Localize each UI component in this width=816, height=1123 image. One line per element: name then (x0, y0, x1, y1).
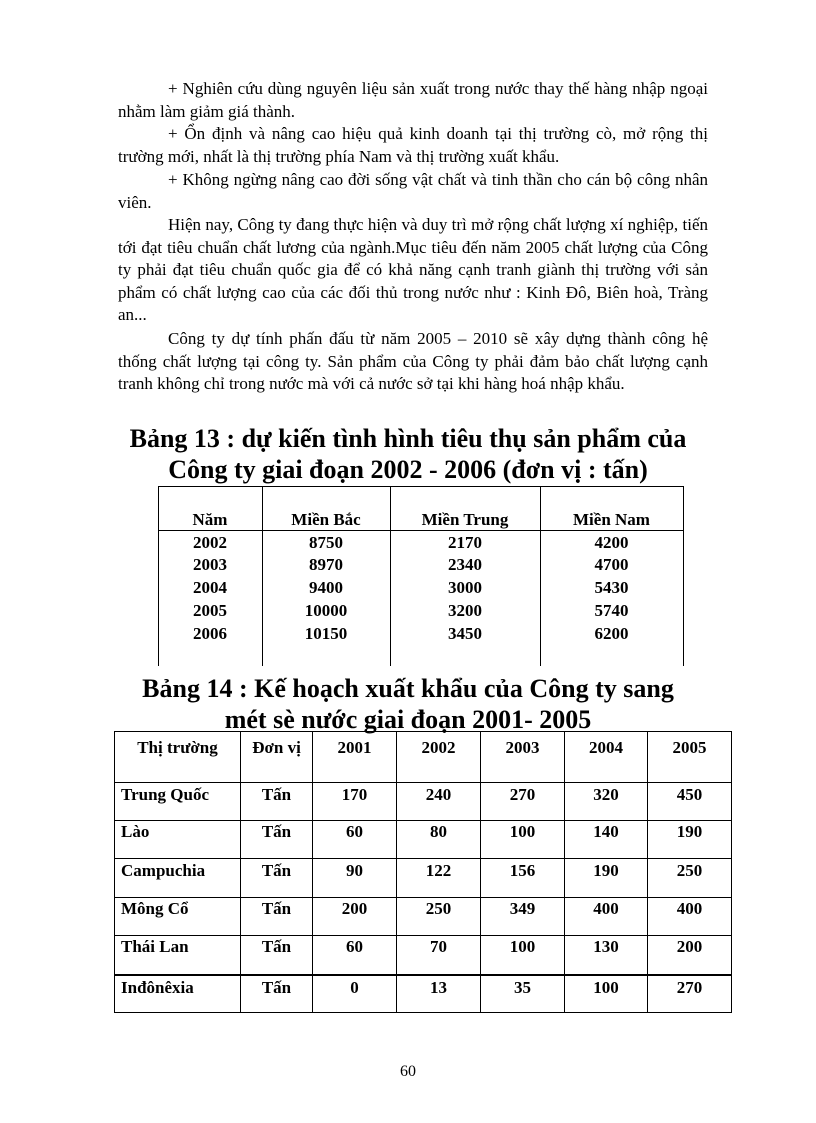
table14-cell: 60 (313, 821, 397, 859)
table13-header-row (158, 510, 684, 532)
table14-cell: 60 (313, 936, 397, 975)
table13-cell: 10150 (304, 624, 348, 643)
table14-cell: Trung Quốc (115, 783, 241, 821)
table14-header-cell: 2001 (313, 732, 397, 783)
table13-cell: 4700 (594, 555, 629, 574)
table14-cell: 400 (648, 898, 732, 936)
table14-cell: 130 (565, 936, 648, 975)
table14-cell: 80 (397, 821, 481, 859)
table14-cell: 200 (313, 898, 397, 936)
table13-cell: 6200 (594, 624, 629, 643)
table13-top-border (158, 486, 684, 487)
table14-row (115, 975, 732, 1013)
table13-header-cell: Năm (192, 510, 228, 529)
table14-row (115, 898, 732, 936)
table13-cell: 8970 (309, 555, 343, 574)
paragraph-3: + Không ngừng nâng cao đời sống vật chất và tinh thần cho cán bộ công nhân viên. (118, 170, 708, 212)
table13-cell: 2003 (193, 555, 227, 574)
table14-cell: 250 (648, 859, 732, 898)
table14-title-line2: mét sè nước giai đoạn 2001- 2005 (224, 705, 592, 734)
table13-cell: 8750 (309, 533, 343, 552)
table14-title-line1: Bảng 14 : Kế hoạch xuất khẩu của Công ty sang (142, 674, 674, 703)
table13-cell: 5740 (594, 601, 629, 620)
table14-cell: Tấn (241, 783, 313, 821)
table14-cell: 270 (648, 975, 732, 1013)
table14-cell: 170 (313, 783, 397, 821)
table14-cell: Mông Cổ (115, 898, 241, 936)
table14-cell: 400 (565, 898, 648, 936)
table14-cell: 190 (565, 859, 648, 898)
table14-cell: 349 (481, 898, 565, 936)
table13 (158, 486, 684, 666)
table13-cell: 3000 (448, 578, 482, 597)
table13-header-cell: Miền Nam (573, 510, 650, 529)
table13-cell: 10000 (304, 601, 348, 620)
table14-cell: 100 (481, 936, 565, 975)
table13-header-cell: Miền Trung (421, 510, 509, 529)
table14-header-cell: 2005 (648, 732, 732, 783)
table14-cell: 0 (313, 975, 397, 1013)
table14-header-cell: 2004 (565, 732, 648, 783)
table14-cell: 13 (397, 975, 481, 1013)
table13-cell: 2005 (193, 601, 227, 620)
table13-title-line1: Bảng 13 : dự kiến tình hình tiêu thụ sản phẩm của (129, 424, 687, 453)
table13-row (158, 578, 684, 600)
table14-cell: Tấn (241, 859, 313, 898)
table13-cell: 3450 (448, 624, 482, 643)
table13-cell: 9400 (309, 578, 343, 597)
table14-cell: 450 (648, 783, 732, 821)
table14-cell: 200 (648, 936, 732, 975)
table14-header-cell: Thị trường (115, 732, 241, 783)
table14-cell: 70 (397, 936, 481, 975)
table13-cell: 5430 (594, 578, 629, 597)
table14-cell: Lào (115, 821, 241, 859)
paragraph-5: Công ty dự tính phấn đấu từ năm 2005 – 2010 sẽ xây dựng thành công hệ thống chất lượng tại công ty. Sản phẩm của Công ty phải đảm bảo chất lượng cạnh tranh không chỉ trong nước mà với cả nước sở tại khi hàng hoá nhập khẩu. (118, 329, 708, 393)
table14-cell: Campuchia (115, 859, 241, 898)
table14-cell: Thái Lan (115, 936, 241, 975)
table14-cell: 250 (397, 898, 481, 936)
table13-title-line2: Công ty giai đoạn 2002 - 2006 (đơn vị : tấn) (168, 455, 648, 484)
table14-cell: Tấn (241, 821, 313, 859)
table14-row (115, 936, 732, 975)
table14-cell: 140 (565, 821, 648, 859)
table14-cell: 190 (648, 821, 732, 859)
table14-header-cell: 2002 (397, 732, 481, 783)
table14-row (115, 859, 732, 898)
table13-cell: 4200 (594, 533, 629, 552)
table13-cell: 3200 (448, 601, 482, 620)
table14-cell: 35 (481, 975, 565, 1013)
table13-cell: 2340 (448, 555, 482, 574)
table14-row (115, 821, 732, 859)
table13-row (158, 624, 684, 646)
paragraph-4: Hiện nay, Công ty đang thực hiện và duy trì mở rộng chất lượng xí nghiệp, tiến tới đạt tiêu chuẩn chất lương của ngành.Mục tiêu đến năm 2005 chất lượng của Công ty phải đạt tiêu chuẩn quốc gia để có khả năng cạnh tranh giành thị trường với sản phẩm có chất lượng cao của các đối thủ trong nước như : Kinh Đô, Biên hoà, Tràng an... (118, 215, 708, 324)
table14-cell: 156 (481, 859, 565, 898)
table13-row (158, 533, 684, 555)
table14-cell: Tấn (241, 975, 313, 1013)
table14-header-cell: Đơn vị (241, 732, 313, 783)
table13-cell: 2004 (193, 578, 227, 597)
table14-cell: 270 (481, 783, 565, 821)
paragraph-1: + Nghiên cứu dùng nguyên liệu sản xuất trong nước thay thế hàng nhập ngoại nhằm làm giảm giá thành. (118, 79, 708, 121)
table14-cell: 122 (397, 859, 481, 898)
table14-cell: Inđônêxia (115, 975, 241, 1013)
table14-cell: 90 (313, 859, 397, 898)
table14-cell: 320 (565, 783, 648, 821)
table13-row (158, 601, 684, 623)
table14-header-row (115, 732, 732, 783)
table14-row (115, 783, 732, 821)
table14-header-cell: 2003 (481, 732, 565, 783)
table14-cell: 100 (565, 975, 648, 1013)
page-number: 60 (400, 1063, 416, 1080)
paragraph-2: + Ổn định và nâng cao hiệu quả kinh doanh tại thị trường cò, mở rộng thị trường mới, nhất là thị trường phía Nam và thị trường xuất khẩu. (118, 124, 708, 166)
table14 (114, 731, 732, 1013)
table13-row (158, 555, 684, 577)
table14-cell: Tấn (241, 898, 313, 936)
table14-cell: 100 (481, 821, 565, 859)
table13-cell: 2006 (193, 624, 227, 643)
table13-cell: 2002 (193, 533, 227, 552)
table13-header-cell: Miền Bắc (291, 510, 361, 529)
table13-cell: 2170 (448, 533, 482, 552)
table14-cell: 240 (397, 783, 481, 821)
table14-cell: Tấn (241, 936, 313, 975)
